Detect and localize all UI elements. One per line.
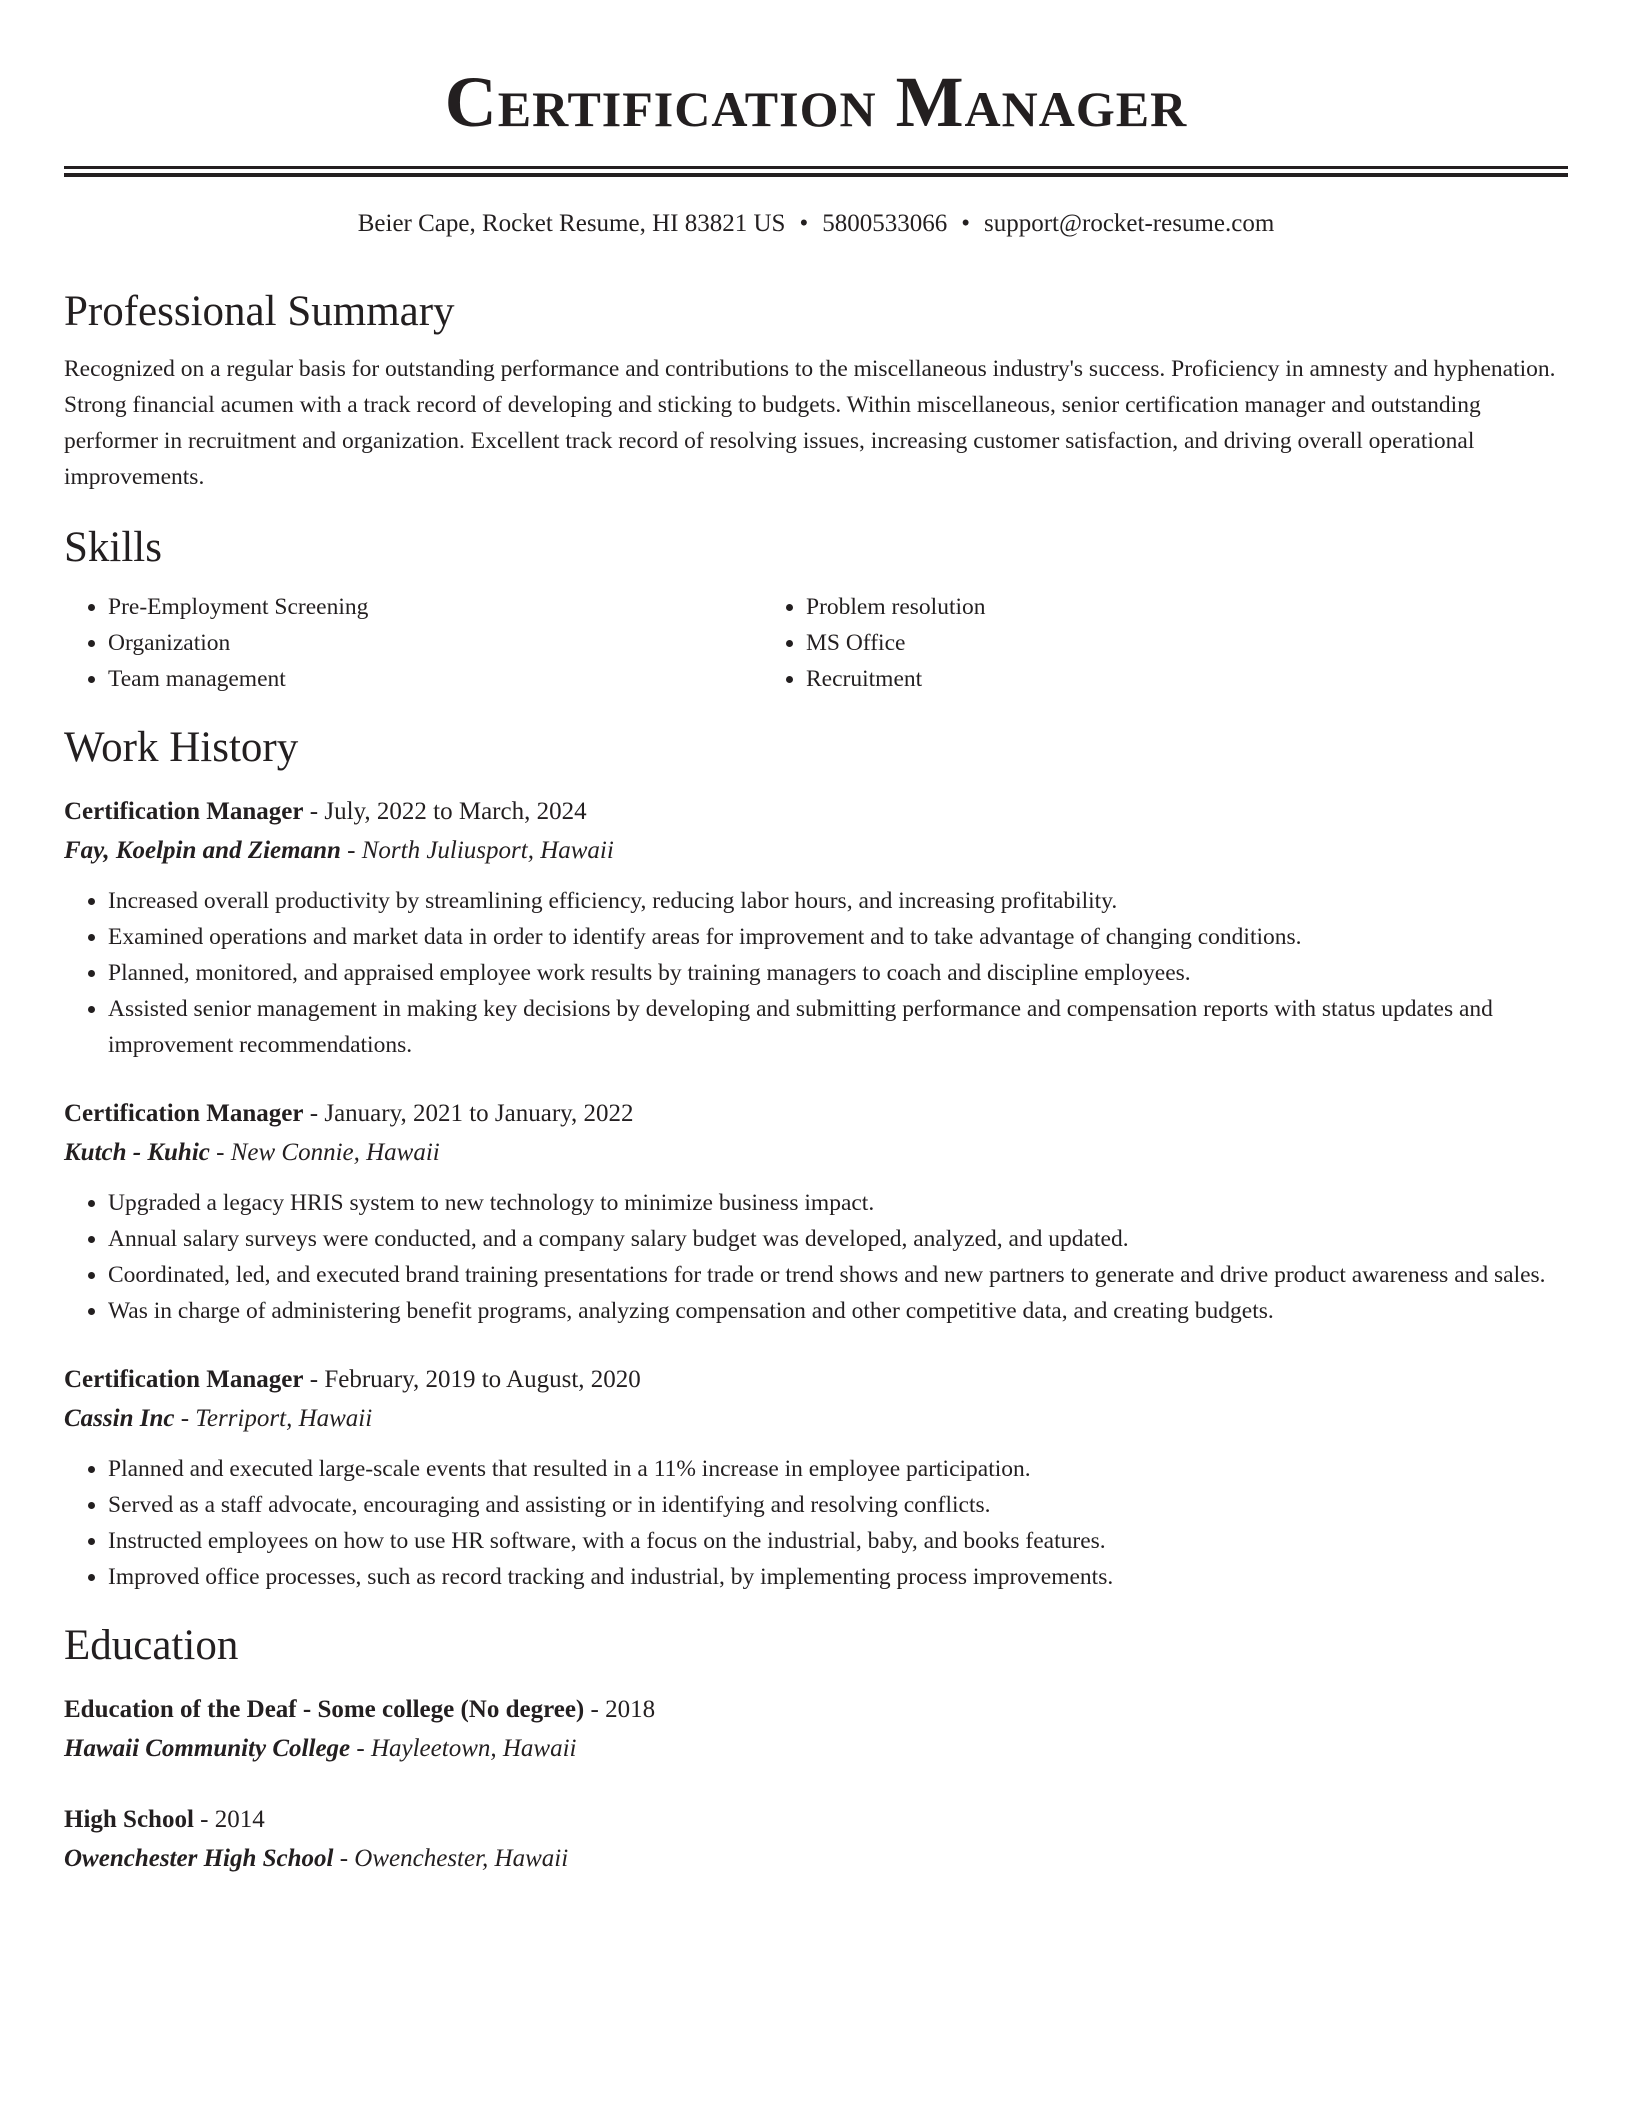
education-school: Hawaii Community College <box>64 1735 351 1762</box>
job-entry <box>64 1361 1568 1595</box>
education-degree: High School <box>64 1806 194 1833</box>
job-company: Fay, Koelpin and Ziemann <box>64 837 341 864</box>
job-bullet: • Was in charge of administering benefit programs, analyzing compensation and other competitive data, and creating budgets. <box>108 1293 1568 1329</box>
job-entry <box>64 793 1568 1063</box>
job-company-line <box>64 1399 1568 1439</box>
skills-list-right <box>762 589 1460 697</box>
education-degree-line <box>64 1691 1568 1729</box>
resume-name-heading: Certification Manager <box>444 62 1188 142</box>
contact-email: support@rocket-resume.com <box>983 210 1275 237</box>
job-bullet: • Examined operations and market data in order to identify areas for improvement and to take advantage of changing conditions. <box>108 919 1568 955</box>
skill-item: • Problem resolution <box>806 589 1460 625</box>
work-section-title: Work History <box>64 724 299 771</box>
education-entry <box>64 1691 1568 1769</box>
summary-section-title: Professional Summary <box>64 288 455 335</box>
job-title-line <box>64 793 1568 831</box>
job-role: Certification Manager <box>64 1366 304 1393</box>
job-bullet: • Instructed employees on how to use HR software, with a focus on the industrial, baby, and books features. <box>108 1523 1568 1559</box>
skills-section-title: Skills <box>64 524 162 571</box>
skill-item: • Organization <box>108 625 762 661</box>
contact-phone: 5800533066 <box>822 210 948 237</box>
education-year: - 2018 <box>584 1696 656 1723</box>
education-entry <box>64 1801 1568 1879</box>
job-dates: - February, 2019 to August, 2020 <box>303 1366 641 1393</box>
job-bullet: • Planned, monitored, and appraised employee work results by training managers to coach and discipline employees. <box>108 955 1568 991</box>
job-bullets <box>64 1185 1568 1329</box>
skill-item: • MS Office <box>806 625 1460 661</box>
job-bullet: • Upgraded a legacy HRIS system to new technology to minimize business impact. <box>108 1185 1568 1221</box>
job-dates: - January, 2021 to January, 2022 <box>303 1100 634 1127</box>
job-company: Kutch - Kuhic <box>64 1139 210 1166</box>
job-bullet: • Served as a staff advocate, encouraging and assisting or in identifying and resolving conflicts. <box>108 1487 1568 1523</box>
job-role: Certification Manager <box>64 798 304 825</box>
job-dates: - July, 2022 to March, 2024 <box>303 798 587 825</box>
job-company-line <box>64 1133 1568 1173</box>
job-bullets <box>64 883 1568 1063</box>
job-bullet: • Increased overall productivity by streamlining efficiency, reducing labor hours, and increasing profitability. <box>108 883 1568 919</box>
job-bullet: • Annual salary surveys were conducted, and a company salary budget was developed, analyzed, and updated. <box>108 1221 1568 1257</box>
job-title-line <box>64 1361 1568 1399</box>
job-company-line <box>64 831 1568 871</box>
job-bullets <box>64 1451 1568 1595</box>
contact-separator: • <box>799 210 809 237</box>
education-school: Owenchester High School <box>64 1845 334 1872</box>
job-title-line <box>64 1095 1568 1133</box>
skills-columns <box>64 589 1568 697</box>
job-location: - Terriport, Hawaii <box>174 1405 373 1432</box>
skill-item: • Recruitment <box>806 661 1460 697</box>
summary-text: Recognized on a regular basis for outstanding performance and contributions to the miscellaneous industry's success. Proficiency in amnesty and hyphenation. Strong financial acumen with a track record of developing and sticking to budgets. Within miscellaneous, senior certification manager and outstanding performer in recruitment and organization. Excellent track record of resolving issues, increasing customer satisfaction, and driving overall operational improvements. <box>64 356 1556 490</box>
education-location: - Hayleetown, Hawaii <box>350 1735 577 1762</box>
skill-item: • Pre-Employment Screening <box>108 589 762 625</box>
education-school-line <box>64 1839 1568 1879</box>
contact-line <box>64 207 1568 241</box>
job-bullet: • Improved office processes, such as record tracking and industrial, by implementing process improvements. <box>108 1559 1568 1595</box>
education-section-title: Education <box>64 1622 239 1669</box>
education-degree: Education of the Deaf - Some college (No degree) <box>64 1696 585 1723</box>
contact-separator: • <box>961 210 970 237</box>
job-bullet: • Planned and executed large-scale events that resulted in a 11% increase in employee participation. <box>108 1451 1568 1487</box>
job-bullet: • Assisted senior management in making key decisions by developing and submitting performance and compensation reports with status updates and improvement recommendations. <box>108 991 1568 1063</box>
education-degree-line <box>64 1801 1568 1839</box>
skill-item: • Team management <box>108 661 762 697</box>
job-role: Certification Manager <box>64 1100 304 1127</box>
job-location: - North Juliusport, Hawaii <box>340 837 614 864</box>
job-location: - New Connie, Hawaii <box>209 1139 440 1166</box>
job-entry <box>64 1095 1568 1329</box>
header-double-rule <box>64 166 1568 177</box>
job-bullet: • Coordinated, led, and executed brand training presentations for trade or trend shows and new partners to generate and drive product awareness and sales. <box>108 1257 1568 1293</box>
education-school-line <box>64 1729 1568 1769</box>
education-location: - Owenchester, Hawaii <box>333 1845 569 1872</box>
contact-address: Beier Cape, Rocket Resume, HI 83821 US <box>357 210 786 237</box>
education-year: - 2014 <box>193 1806 265 1833</box>
skills-list-left <box>64 589 762 697</box>
job-company: Cassin Inc <box>64 1405 175 1432</box>
